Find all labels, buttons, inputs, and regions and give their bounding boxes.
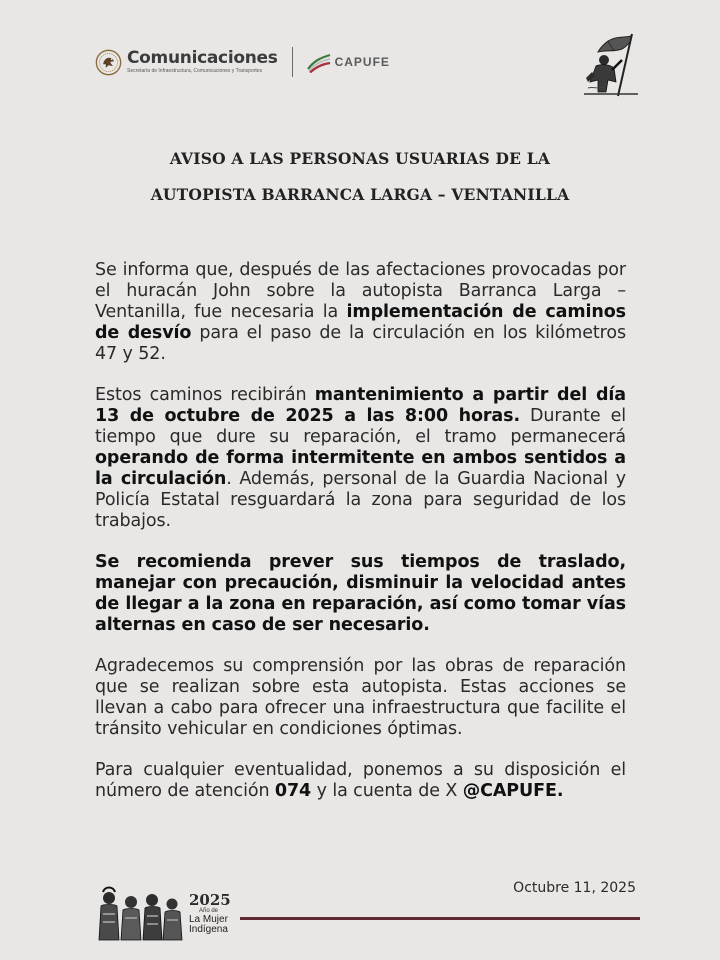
- phone-number: 074: [274, 781, 312, 801]
- notice-body: [95, 260, 626, 822]
- capufe-logo: [306, 51, 390, 73]
- notice-title-line1: AVISO A LAS PERSONAS USUARIAS DE LA: [169, 149, 551, 168]
- paragraph-3: Se recomienda prever sus tiempos de traslado, manejar con precaución, disminuir la velocidad antes de llegar a la zona en reparación, así como tomar vías alternas en caso de ser necesario.: [95, 552, 626, 635]
- capufe-name: CAPUFE: [334, 55, 390, 69]
- year-logo: [189, 893, 231, 935]
- paragraph-5-text-c: y la cuenta de X: [311, 781, 463, 801]
- paragraph-2-bold-b: mantenimiento a partir del día 13 de octubre de 2025 a las 8:00 horas.: [95, 385, 626, 426]
- header: [95, 44, 390, 80]
- flag-illustration: [578, 30, 644, 100]
- paragraph-5: [95, 760, 626, 802]
- sct-name: Comunicaciones: [127, 48, 278, 68]
- paragraph-2-text-a: Estos caminos recibirán: [95, 385, 315, 405]
- paragraph-4: Agradecemos su comprensión por las obras de reparación que se realizan sobre esta autopista. Estas acciones se llevan a cabo para ofrecer una infraestructura que facilite el tránsito vehicular en condiciones óptimas.: [95, 656, 626, 739]
- paragraph-2: [95, 385, 626, 532]
- x-account: @CAPUFE.: [462, 781, 564, 801]
- sct-logo: [95, 49, 278, 76]
- eagle-emblem-icon: [95, 49, 122, 76]
- paragraph-5-text-a: Para cualquier eventualidad, ponemos a su disposición el número de atención: [95, 760, 626, 801]
- capufe-road-icon: [306, 51, 332, 73]
- paragraph-2-bold-d: operando de forma intermitente en ambos sentidos a la circulación: [95, 448, 626, 489]
- notice-date: Octubre 11, 2025: [513, 880, 636, 896]
- year-line1: Año de: [199, 908, 219, 914]
- paragraph-1: [95, 260, 626, 365]
- paragraph-2-text-e: . Además, personal de la Guardia Nacional y Policía Estatal resguardará la zona para seguridad de los trabajos.: [95, 469, 626, 531]
- indigenous-women-illustration: [95, 884, 187, 942]
- year-number: 2025: [189, 891, 231, 909]
- footer-rule: [240, 917, 640, 920]
- paragraph-1-bold: implementación de caminos de desvío: [95, 302, 626, 343]
- year-line2: La Mujer: [189, 914, 228, 925]
- paragraph-1-text-a: Se informa que, después de las afectaciones provocadas por el huracán John sobre la autopista Barranca Larga – Ventanilla, fue necesaria la: [95, 260, 626, 322]
- year-line3: Indígena: [189, 924, 228, 935]
- sct-subtitle: Secretaría de Infraestructura, Comunicaciones y Transportes: [127, 68, 263, 74]
- paragraph-1-text-c: para el paso de la circulación en los kilómetros 47 y 52.: [95, 323, 626, 364]
- header-divider: [292, 47, 293, 77]
- notice-title-line2: AUTOPISTA BARRANCA LARGA – VENTANILLA: [150, 185, 570, 204]
- paragraph-2-text-c: Durante el tiempo que dure su reparación, el tramo permanecerá: [95, 406, 627, 447]
